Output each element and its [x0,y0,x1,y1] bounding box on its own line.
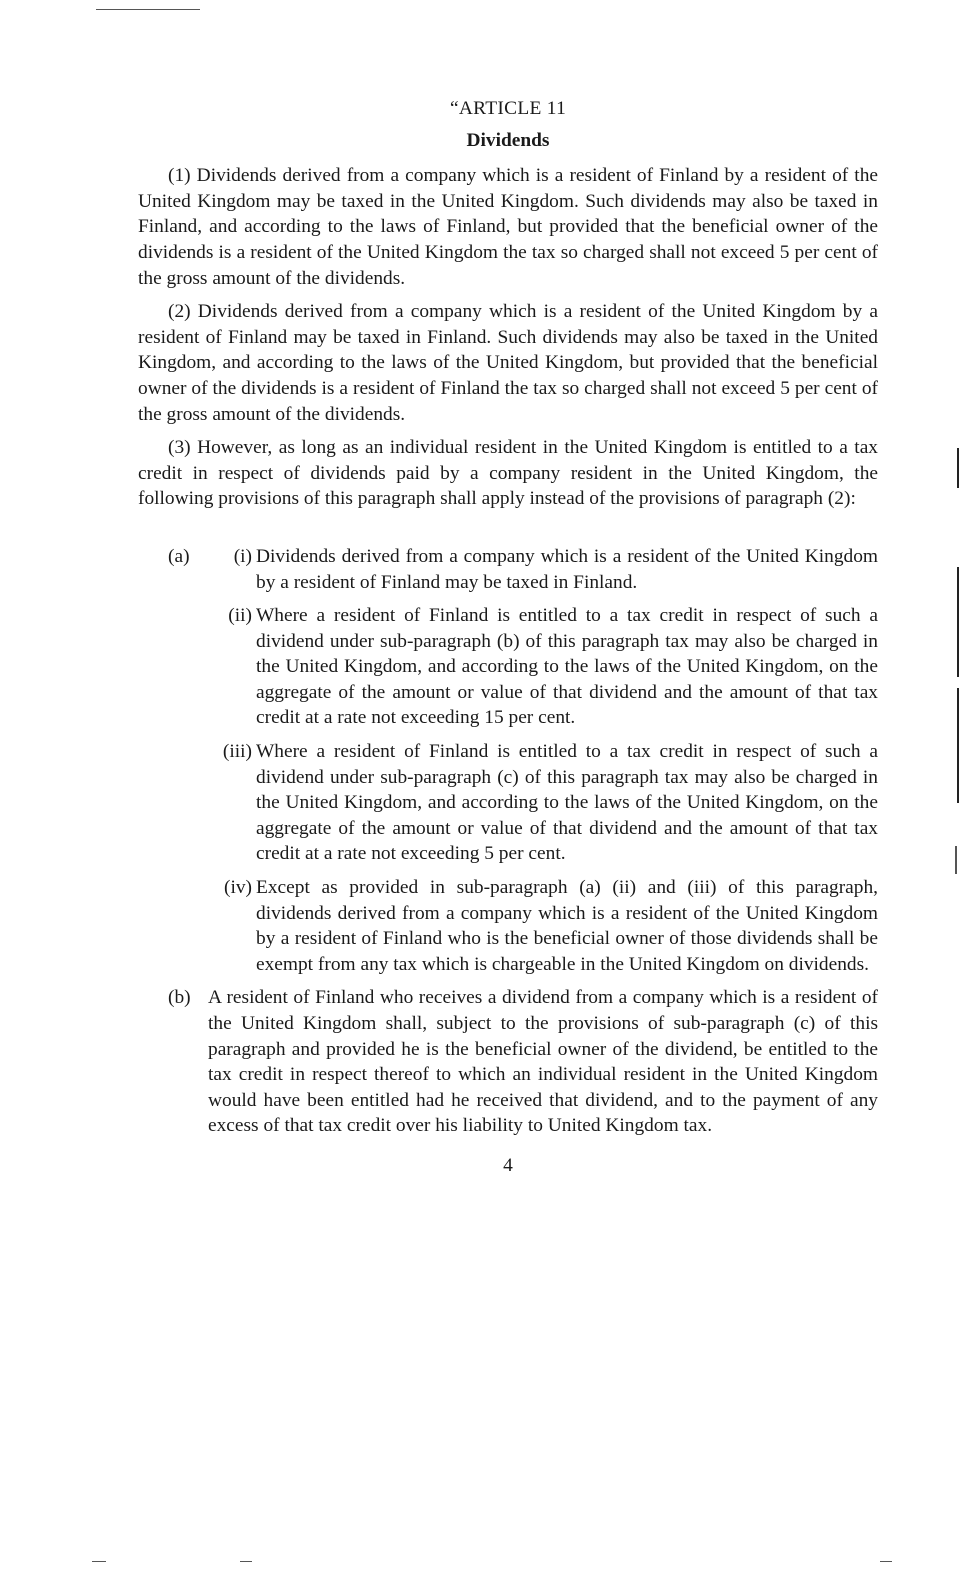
sub-paragraph-a [168,544,878,978]
sub-item-ii-number: (ii) [228,605,252,627]
scan-line-top [96,9,200,10]
article-heading: “ARTICLE 11 [449,98,567,119]
sub-item-i-text: Dividends derived from a company which is a resident of the United Kingdom by a resident of Finland may be taxed in Finland. [256,545,878,593]
sub-paragraph-b-text: A resident of Finland who receives a dividend from a company which is a resident of the United Kingdom shall, subject to the provisions of sub-paragraph (c) of this paragraph and provided he is the beneficial owner of the dividend, be entitled to the tax credit in respect thereof to which an individual resident in the United Kingdom would have been entitled had he received that dividend, and to the payment of any excess of that tax credit over his liability to United Kingdom tax. [208,987,878,1137]
scan-mark-right-2 [957,567,959,677]
scan-line-bottom-1 [92,1561,106,1562]
sub-item-iii [222,739,878,867]
sub-paragraph-b [168,985,878,1139]
sub-paragraph-a-letter: (a) [168,545,190,567]
sub-item-iv-text: Except as provided in sub-paragraph (a) (ii) and (iii) of this paragraph, dividends derived from a company which is a resident of the United Kingdom by a resident of Finland who is the beneficial owner of those dividends shall be exempt from any tax which is chargeable in the United Kingdom on dividends. [256,877,878,975]
paragraph-1: (1) Dividends derived from a company which is a resident of Finland by a resident of the United Kingdom may be taxed in the United Kingdom. Such dividends may also be taxed in Finland, and according to the laws of Finland, but provided that the beneficial owner of the dividends is a resident of the United Kingdom the tax so charged shall not exceed 5 per cent of the gross amount of the dividends. [138,165,878,289]
sub-item-iv [224,875,878,977]
sub-item-ii-text: Where a resident of Finland is entitled to a tax credit in respect of such a dividend under sub-paragraph (b) of this paragraph tax may also be charged in the United Kingdom, and according to the laws of the United Kingdom, on the aggregate of the amount or value of that dividend and the amount of that tax credit at a rate not exceeding 15 per cent. [256,605,878,729]
scan-mark-right-4 [955,846,957,874]
sub-item-iii-text: Where a resident of Finland is entitled to a tax credit in respect of such a dividend under sub-paragraph (c) of this paragraph tax may also be charged in the United Kingdom, and according to the laws of the United Kingdom, on the aggregate of the amount or value of that dividend and the amount of that tax credit at a rate not exceeding 5 per cent. [256,741,878,865]
sub-item-ii [228,603,878,731]
paragraph-2: (2) Dividends derived from a company which is a resident of the United Kingdom by a resident of Finland may be taxed in Finland. Such dividends may also be taxed in the United Kingdom, and according to the laws of the United Kingdom, but provided that the beneficial owner of the dividends is a resident of Finland the tax so charged shall not exceed 5 per cent of the gross amount of the dividends. [138,301,878,425]
scan-line-bottom-2 [240,1561,252,1562]
scan-mark-right-3 [957,688,959,803]
document-page [138,96,878,1179]
sub-item-i-number: (i) [233,545,252,567]
page-number: 4 [503,1154,513,1176]
sub-item-iii-number: (iii) [222,741,252,763]
sub-paragraph-b-letter: (b) [168,987,191,1009]
scan-line-bottom-3 [880,1561,892,1562]
paragraph-3: (3) However, as long as an individual resident in the United Kingdom is entitled to a tax credit in respect of dividends paid by a company resident in the United Kingdom, the following provisions of this paragraph shall apply instead of the provisions of paragraph (2): [138,437,878,510]
sub-item-iv-number: (iv) [224,877,252,899]
sub-item-i [233,544,878,595]
scan-mark-right-1 [957,448,959,488]
section-title: Dividends [466,129,550,151]
